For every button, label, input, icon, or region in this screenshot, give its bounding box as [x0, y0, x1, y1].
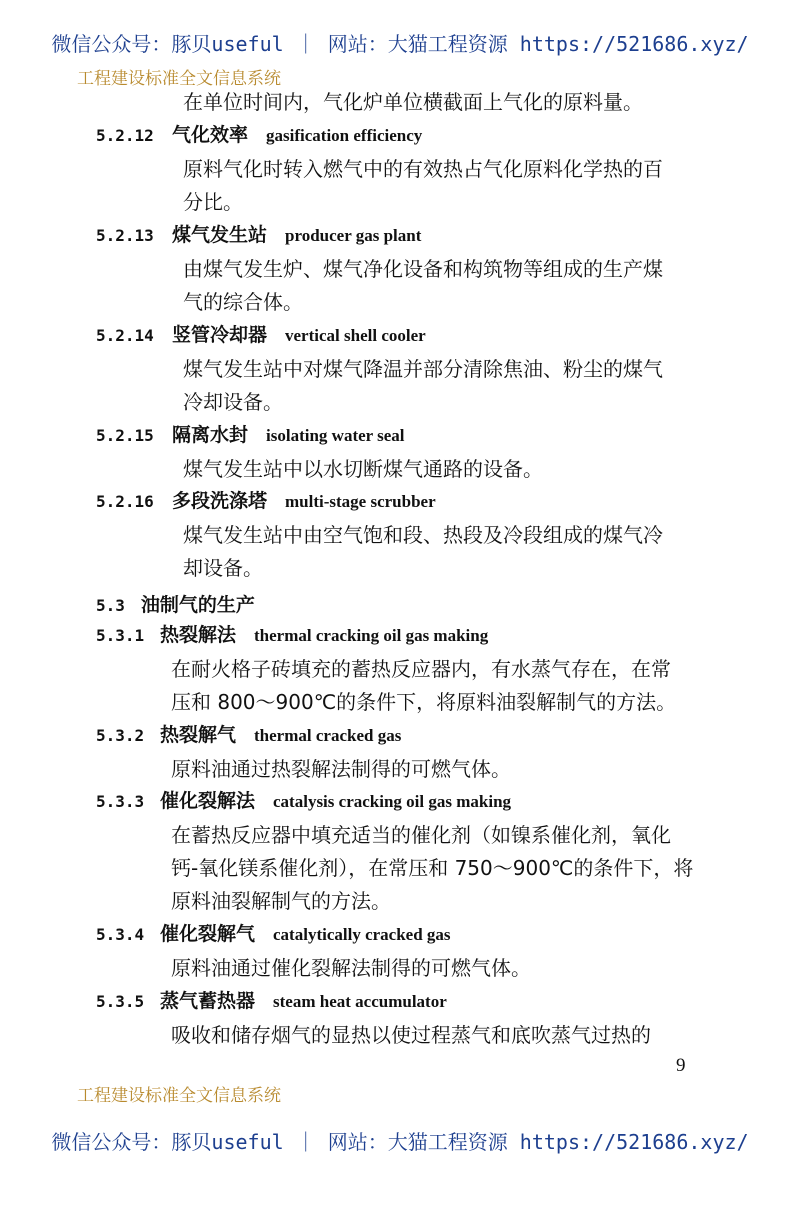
term-number: 5.2.15	[96, 426, 154, 445]
term-chinese: 热裂解法	[160, 624, 237, 646]
definition-line: 气的综合体。	[183, 290, 303, 314]
continuation-text: 在单位时间内，气化炉单位横截面上气化的原料量。	[183, 90, 643, 114]
definition-line: 原料油通过热裂解法制得的可燃气体。	[171, 757, 511, 781]
definition-line: 由煤气发生炉、煤气净化设备和构筑物等组成的生产煤	[183, 257, 663, 281]
term-entry	[96, 322, 740, 349]
term-english: thermal cracking oil gas making	[254, 626, 489, 645]
definition-line: 分比。	[183, 190, 243, 214]
term-number: 5.2.12	[96, 126, 154, 145]
term-number: 5.2.16	[96, 492, 154, 511]
term-chinese: 催化裂解气	[160, 923, 256, 945]
definition-line: 在蓄热反应器中填充适当的催化剂（如镍系催化剂，氧化	[171, 823, 671, 847]
term-english: catalytically cracked gas	[273, 925, 451, 944]
section-heading	[96, 590, 255, 617]
definition-line: 却设备。	[183, 556, 263, 580]
term-chinese: 隔离水封	[172, 424, 249, 446]
section-title: 油制气的生产	[140, 594, 255, 616]
term-english: thermal cracked gas	[254, 726, 402, 745]
term-english: isolating water seal	[266, 426, 405, 445]
term-entry	[96, 988, 740, 1015]
term-chinese: 煤气发生站	[172, 224, 268, 246]
term-english: catalysis cracking oil gas making	[273, 792, 512, 811]
term-chinese: 蒸气蓄热器	[160, 990, 256, 1012]
definition-line: 吸收和储存烟气的显热以使过程蒸气和底吹蒸气过热的	[171, 1023, 651, 1047]
term-entry	[96, 722, 740, 749]
term-number: 5.3.2	[96, 726, 145, 745]
term-entry	[96, 122, 740, 149]
term-chinese: 多段洗涤塔	[172, 490, 268, 512]
watermark-top: 微信公众号：豚贝useful ｜ 网站：大猫工程资源 https://521686.xyz/	[51, 32, 749, 56]
term-number: 5.2.14	[96, 326, 154, 345]
watermark-bottom: 微信公众号：豚贝useful ｜ 网站：大猫工程资源 https://521686.xyz/	[51, 1130, 749, 1154]
system-label-top: 工程建设标准全文信息系统	[77, 69, 281, 89]
term-chinese: 气化效率	[172, 124, 249, 146]
definition-line: 煤气发生站中对煤气降温并部分清除焦油、粉尘的煤气	[183, 357, 663, 381]
definition-line: 冷却设备。	[183, 390, 283, 414]
term-chinese: 催化裂解法	[160, 790, 256, 812]
section-number: 5.3	[96, 596, 125, 615]
term-entry	[96, 422, 740, 449]
term-entry	[96, 788, 740, 815]
definition-line: 煤气发生站中由空气饱和段、热段及冷段组成的煤气冷	[183, 523, 663, 547]
term-number: 5.3.1	[96, 626, 145, 645]
term-english: steam heat accumulator	[273, 992, 447, 1011]
term-entry	[96, 921, 740, 948]
page-number: 9	[676, 1055, 686, 1076]
definition-line: 原料气化时转入燃气中的有效热占气化原料化学热的百	[183, 157, 663, 181]
term-entry	[96, 488, 740, 515]
definition-line: 煤气发生站中以水切断煤气通路的设备。	[183, 457, 543, 481]
term-english: vertical shell cooler	[285, 326, 426, 345]
definition-line: 原料油通过催化裂解法制得的可燃气体。	[171, 956, 531, 980]
term-number: 5.3.4	[96, 925, 145, 944]
definition-line: 在耐火格子砖填充的蓄热反应器内，有水蒸气存在，在常	[171, 657, 671, 681]
term-chinese: 热裂解气	[160, 724, 237, 746]
term-english: multi-stage scrubber	[285, 492, 436, 511]
term-number: 5.2.13	[96, 226, 154, 245]
term-number: 5.3.3	[96, 792, 145, 811]
definition-line: 压和 800～900℃的条件下，将原料油裂解制气的方法。	[171, 690, 677, 714]
definition-line: 原料油裂解制气的方法。	[171, 889, 391, 913]
term-entry	[96, 222, 740, 249]
term-english: gasification efficiency	[266, 126, 423, 145]
system-label-bottom: 工程建设标准全文信息系统	[77, 1086, 281, 1106]
definition-line: 钙-氧化镁系催化剂），在常压和 750～900℃的条件下，将	[171, 856, 694, 880]
term-chinese: 竖管冷却器	[172, 324, 268, 346]
term-number: 5.3.5	[96, 992, 145, 1011]
term-entry	[96, 622, 740, 649]
term-english: producer gas plant	[285, 226, 422, 245]
